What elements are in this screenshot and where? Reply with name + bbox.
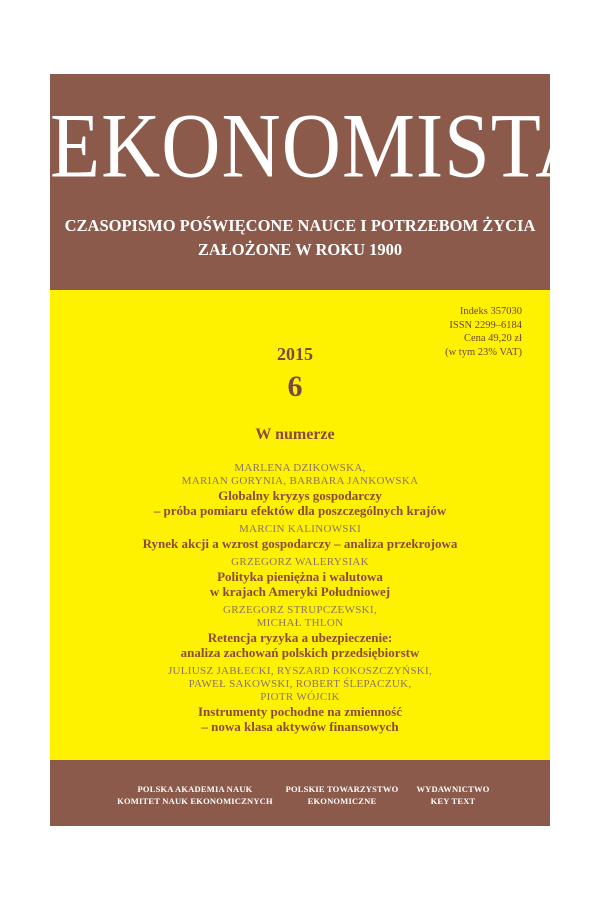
article-entry: [50, 604, 550, 660]
publisher-line: POLSKA AKADEMIA NAUK: [137, 784, 253, 794]
publisher-pte: [282, 784, 402, 807]
article-authors: MARCIN KALINOWSKI: [238, 523, 362, 535]
publishers-band: [50, 760, 550, 826]
publisher-line: EKONOMICZNE: [307, 795, 377, 806]
publisher-key-text: [398, 784, 508, 807]
publisher-pan: [110, 784, 280, 807]
subtitle-line: CZASOPISMO POŚWIĘCONE NAUCE I POTRZEBOM ŻYCIA: [64, 216, 536, 235]
article-authors: PIOTR WÓJCIK: [260, 691, 340, 703]
journal-cover: [50, 74, 596, 826]
publisher-line: KOMITET NAUK EKONOMICZNYCH: [117, 795, 273, 806]
journal-subtitle: [50, 214, 550, 262]
article-title: – nowa klasa aktywów finansowych: [201, 719, 399, 734]
article-title: Globalny kryzys gospodarczy: [218, 488, 382, 503]
article-title: Instrumenty pochodne na zmienność: [197, 704, 403, 719]
article-title: Polityka pieniężna i walutowa: [217, 569, 383, 584]
article-title: Retencja ryzyka a ubezpieczenie:: [207, 630, 393, 645]
article-authors: PAWEŁ SAKOWSKI, ROBERT ŚLEPACZUK,: [188, 678, 412, 690]
article-entry: [50, 665, 550, 734]
article-authors: JULIUSZ JABŁECKI, RYSZARD KOKOSZCZYŃSKI,: [167, 665, 433, 677]
header-band: [50, 74, 596, 290]
table-of-contents: [50, 462, 550, 739]
price: Cena 49,20 zł: [463, 333, 522, 344]
article-entry: [50, 462, 550, 518]
article-authors: GRZEGORZ STRUPCZEWSKI,: [223, 604, 377, 616]
article-authors: GRZEGORZ WALERYSIAK: [231, 556, 369, 568]
journal-title: EKONOMISTA: [50, 94, 596, 197]
issn-number: ISSN 2299–6184: [449, 319, 522, 331]
article-entry: [50, 523, 550, 551]
subtitle-line: ZAŁOŻONE W ROKU 1900: [197, 240, 403, 259]
publisher-line: WYDAWNICTWO: [416, 784, 490, 794]
publisher-line: POLSKIE TOWARZYSTWO: [285, 784, 399, 794]
article-title: analiza zachowań polskich przedsiębiorstw: [180, 645, 420, 660]
article-title: – próba pomiaru efektów dla poszczególnych krajów: [153, 503, 447, 518]
article-authors: MARLENA DZIKOWSKA,: [234, 462, 366, 474]
issue-year: 2015: [277, 344, 313, 364]
article-title: Rynek akcji a wzrost gospodarczy – analiza przekrojowa: [142, 536, 458, 551]
issue-number: 6: [287, 370, 303, 403]
contents-heading: W numerze: [255, 426, 335, 443]
vat-note: (w tym 23% VAT): [445, 346, 522, 358]
publisher-line: KEY TEXT: [430, 795, 476, 806]
article-authors: MARIAN GORYNIA, BARBARA JANKOWSKA: [181, 475, 419, 487]
article-authors: MICHAŁ THLON: [256, 617, 344, 629]
article-title: w krajach Ameryki Południowej: [209, 584, 391, 599]
indeks-number: Indeks 357030: [459, 306, 522, 317]
article-entry: [50, 556, 550, 599]
